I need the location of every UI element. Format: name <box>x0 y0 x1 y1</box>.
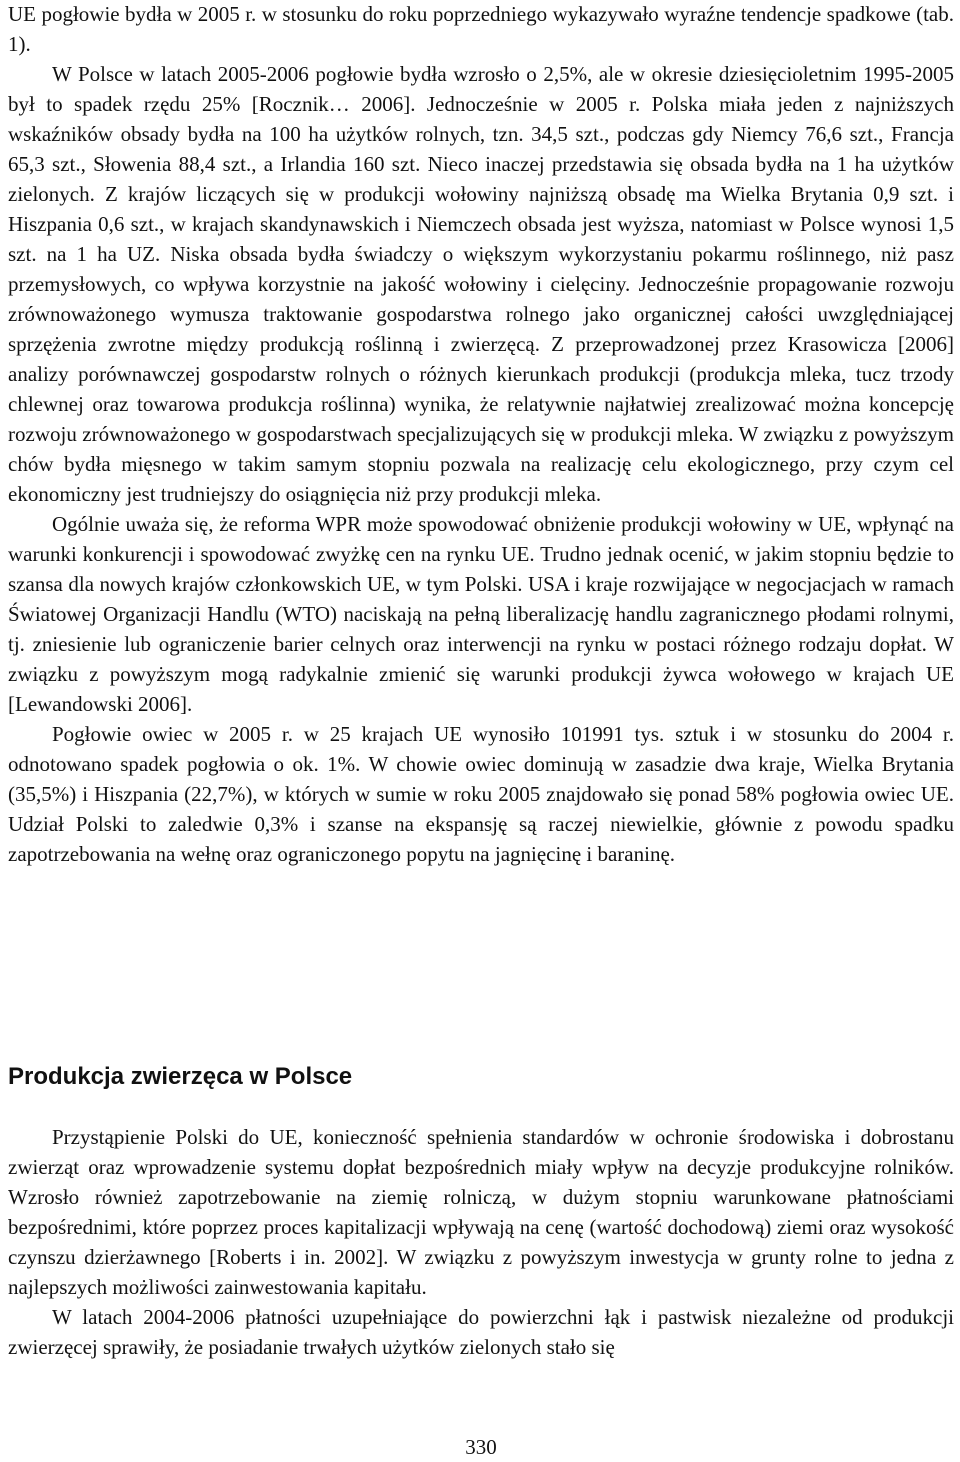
section-body <box>8 1122 954 1362</box>
paragraph-continuation: UE pogłowie bydła w 2005 r. w stosunku do roku poprzedniego wykazywało wyraźne tendencje spadkowe (tab. 1). <box>8 2 954 56</box>
paragraph-sheep: Pogłowie owiec w 2005 r. w 25 krajach UE wynosiło 101991 tys. sztuk i w stosunku do 2004 r. odnotowano spadek pogłowia o ok. 1%. W chowie owiec dominują w zasadzie dwa kraje, Wielka Brytania (35,5%) i Hiszpania (22,7%), w których w sumie w roku 2005 znajdowało się ponad 58% pogłowia owiec UE. Udział Polski to zaledwie 0,3% i szanse na ekspansję są raczej niewielkie, głównie z powodu spadku zapotrzebowania na wełnę oraz ograniczonego popytu na jagnięcinę i baraninę. <box>8 722 954 866</box>
paragraph-cap-reform: Ogólnie uważa się, że reforma WPR może spowodować obniżenie produkcji wołowiny w UE, wpłynąć na warunki konkurencji i spowodować zwyżkę cen na rynku UE. Trudno jednak ocenić, w jakim stopniu będzie to szansa dla nowych krajów członkowskich UE, w tym Polski. USA i kraje rozwijające w negocjacjach w ramach Światowej Organizacji Handlu (WTO) naciskają na pełną liberalizację handlu zagranicznego płodami rolnymi, tj. zniesienie lub ograniczenie barier celnych oraz interwencji na rynku w postaci różnego rodzaju dopłat. W związku z powyższym mogą radykalnie zmienić się warunki produkcji żywca wołowego w krajach UE [Lewandowski 2006]. <box>8 512 954 716</box>
section-heading: Produkcja zwierzęca w Polsce <box>8 1063 353 1090</box>
paragraph-cattle-poland: W Polsce w latach 2005-2006 pogłowie bydła wzrosło o 2,5%, ale w okresie dziesięcioletnim 1995-2005 był to spadek rzędu 25% [Rocznik… 2006]. Jednocześnie w 2005 r. Polska miała jeden z najniższych wskaźników obsady bydła na 100 ha użytków rolnych, tzn. 34,5 szt., podczas gdy Niemcy 76,6 szt., Francja 65,3 szt., Słowenia 88,4 szt., a Irlandia 160 szt. Nieco inaczej przedstawia się obsada bydła na 1 ha użytków zielonych. Z krajów liczących się w produkcji wołowiny najniższą obsadę ma Wielka Brytania 0,9 szt. i Hiszpania 0,6 szt., w krajach skandynawskich i Niemczech obsada jest wyższa, natomiast w Polsce wynosi 1,5 szt. na 1 ha UZ. Niska obsada bydła świadczy o większym wykorzystaniu pokarmu roślinnego, niż pasz przemysłowych, co wpływa korzystnie na jakość wołowiny i cielęciny. Jednocześnie propagowanie rozwoju zrównoważonego wymusza traktowanie gospodarstwa rolnego jako organicznej całości uwzględniającej sprzężenia zwrotne między produkcją roślinną i zwierzęcą. Z przeprowadzonej przez Krasowicza [2006] analizy porównawczej gospodarstw rolnych o różnych kierunkach produkcji (produkcja mleka, tucz trzody chlewnej oraz towarowa produkcja roślinna) wynika, że relatywnie najłatwiej zrealizować można koncepcję rozwoju zrównoważonego w gospodarstwach specjalizujących się w produkcji mleka. W związku z powyższym chów bydła mięsnego w takim samym stopniu pozwala na realizację celu ekologicznego, przy czym cel ekonomiczny jest trudniejszy do osiągnięcia niż przy produkcji mleka. <box>8 62 954 506</box>
paragraph-payments: W latach 2004-2006 płatności uzupełniające do powierzchni łąk i pastwisk niezależne od produkcji zwierzęcej sprawiły, że posiadanie trwałych użytków zielonych stało się <box>8 1305 954 1359</box>
document-page <box>8 0 954 1460</box>
paragraph-eu-accession: Przystąpienie Polski do UE, konieczność spełnienia standardów w ochronie środowiska i dobrostanu zwierząt oraz wprowadzenie systemu dopłat bezpośrednich miały wpływ na decyzje produkcyjne rolników. Wzrosło również zapotrzebowanie na ziemię rolniczą, w dużym stopniu warunkowane płatnościami bezpośrednimi, które poprzez proces kapitalizacji wpływają na cenę (wartość dochodową) ziemi oraz wysokość czynszu dzierżawnego [Roberts i in. 2002]. W związku z powyższym inwestycja w grunty rolne to jedna z najlepszych możliwości zainwestowania kapitału. <box>8 1125 954 1299</box>
page-number: 330 <box>465 1435 497 1459</box>
